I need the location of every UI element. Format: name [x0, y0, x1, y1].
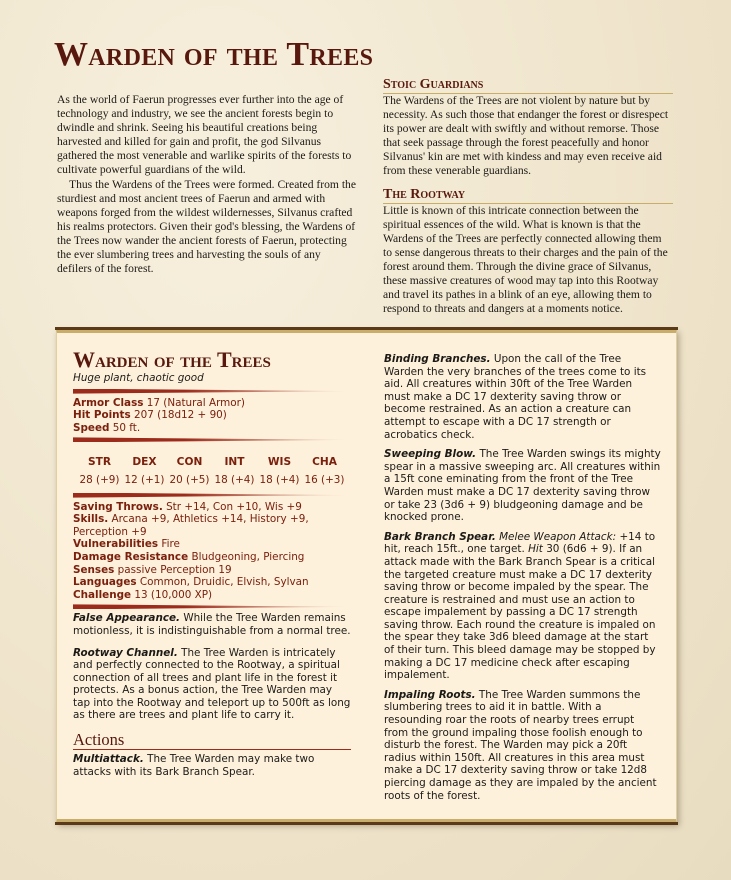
lore-column	[383, 77, 673, 324]
ability-cha: CHA 16 (+3)	[304, 456, 345, 486]
action-impaling-roots: Impaling Roots. The Tree Warden summons the slumbering trees to aid it in battle. With a resounding roar the roots of nearby trees errupt from the ground impaling those foolish enough to disturb the forest. The Warden may pick a 20ft radius within 150ft. All creatures in this area must make a DC 17 dexterity saving throw or take 12d8 piercing damage as they are impaled by the ancient roots of the forest.	[384, 688, 657, 802]
armor-class: Armor Class 17 (Natural Armor)	[73, 396, 245, 409]
section-heading-rootway: The Rootway	[383, 187, 673, 204]
divider	[73, 389, 351, 394]
hit-points: Hit Points 207 (18d12 + 90)	[73, 409, 227, 422]
ability-con: CON 20 (+5)	[169, 456, 210, 486]
action-multiattack: Multiattack. The Tree Warden may make two attacks with its Bark Branch Spear.	[73, 753, 315, 778]
divider	[73, 437, 351, 442]
senses: Senses passive Perception 19	[73, 563, 232, 576]
section-text-stoic-guardians: The Wardens of the Trees are not violent by nature but by necessity. As such those that endanger the forest or disrespect its power are dealt with swiftly and without remorse. Those that seek passage through the forest peacefully and honor Silvanus' kin are met with kindess and may even receive aid from these venerable guardians.	[383, 94, 669, 178]
divider	[73, 604, 351, 609]
saving-throws: Saving Throws. Str +14, Con +10, Wis +9	[73, 500, 302, 513]
languages: Languages Common, Druidic, Elvish, Sylvan	[73, 576, 309, 589]
monster-name: Warden of the Trees	[73, 347, 271, 372]
trait-false-appearance: False Appearance. While the Tree Warden remains motionless, it is indistinguishable from a normal tree.	[73, 612, 351, 637]
ability-str: STR 28 (+9)	[79, 456, 120, 486]
trait-rootway-channel: Rootway Channel. The Tree Warden is intricately and perfectly connected to the Rootway, a spiritual connection of all trees and plant life in the forest it protects. As a bonus action, the Tree Warden may tap into the Rootway and teleport up to 500ft as long as there are trees and plant life to carry it.	[73, 646, 351, 722]
intro-text	[57, 93, 357, 276]
actions-heading: Actions	[73, 731, 351, 750]
action-sweeping-blow: Sweeping Blow. The Tree Warden swings its mighty spear in a massive sweeping arc. All creatures within a 15ft cone eminating from the front of the Tree Warden must make a DC 17 dexterity saving throw or take 23 (3d6 + 9) bludgeoning damage and be knocked prone.	[384, 448, 661, 524]
monster-type: Huge plant, chaotic good	[73, 372, 204, 384]
page-title: Warden of the Trees	[54, 36, 374, 73]
action-binding-branches: Binding Branches. Upon the call of the Tree Warden the very branches of the trees come to its aid. All creatures within 30ft of the Tree Warden must make a DC 17 dexterity saving throw or become restrained. As an action a creature can attempt to escape with a DC 17 strength or acrobatics check.	[384, 353, 647, 441]
stat-block-left-column	[73, 348, 351, 787]
challenge: Challenge 13 (10,000 XP)	[73, 588, 213, 601]
stat-block-right-column	[384, 353, 661, 809]
ability-wis: WIS 18 (+4)	[259, 456, 300, 486]
speed: Speed 50 ft.	[73, 421, 141, 434]
section-text-rootway: Little is known of this intricate connection between the spiritual essences of the wild. What is known is that the Wardens of the Trees are perfectly connected allowing them to sense dangerous threats to their charges and the pain of the forest around them. Through the divine grace of Silvanus, these massive creatures of wood may tap into this Rootway and travel its pathes in a blink of an eye, allowing them to respond to threats and dangers at a moments notice.	[383, 203, 668, 316]
skills: Skills. Arcana +9, Athletics +14, History +9, Perception +9	[73, 513, 309, 538]
action-bark-branch-spear: Bark Branch Spear. Melee Weapon Attack: +14 to hit, reach 15ft., one target. Hit 30 (6d6 + 9). If an attack made with the Bark Branch Spear is a critical the targeted creature must make a DC 17 dexterity saving throw or become impaled by the spear. The creature is restrained and must use an action to escape impalement by passing a DC 17 strength saving throw. Each round the creature is impaled on the spear they take 3d6 bleed damage at the start of their turn. This bleed damage may be stopped by making a DC 17 medicine check after escaping impalement.	[384, 530, 656, 682]
vulnerabilities: Vulnerabilities Fire	[73, 538, 180, 551]
ability-scores	[77, 456, 347, 486]
ability-dex: DEX 12 (+1)	[124, 456, 165, 486]
section-heading-stoic-guardians: Stoic Guardians	[383, 77, 673, 94]
ability-int: INT 18 (+4)	[214, 456, 255, 486]
intro-paragraph: Thus the Wardens of the Trees were formed. Created from the sturdiest and most ancient trees of Faerun and armed with weapons forged from the wildest wildernesses, Silvanus crafted his realms protectors. Given their god's blessing, the Wardens of the Trees now wander the ancient forests of Faerun, protecting the ever slumbering trees and harvesting the souls of any defilers of the forest.	[57, 177, 357, 276]
stat-block	[56, 329, 677, 823]
divider	[73, 493, 351, 498]
intro-paragraph: As the world of Faerun progresses ever further into the age of technology and industry, we see the ancient forests begin to dwindle and shrink. Seeing his beautiful creations being harvested and killed for gain and profit, the god Silvanus gathered the most venerable and warlike spirits of the forests to cultivate powerful guardians of the wild.	[57, 93, 352, 177]
damage-resistance: Damage Resistance Bludgeoning, Piercing	[73, 550, 305, 563]
